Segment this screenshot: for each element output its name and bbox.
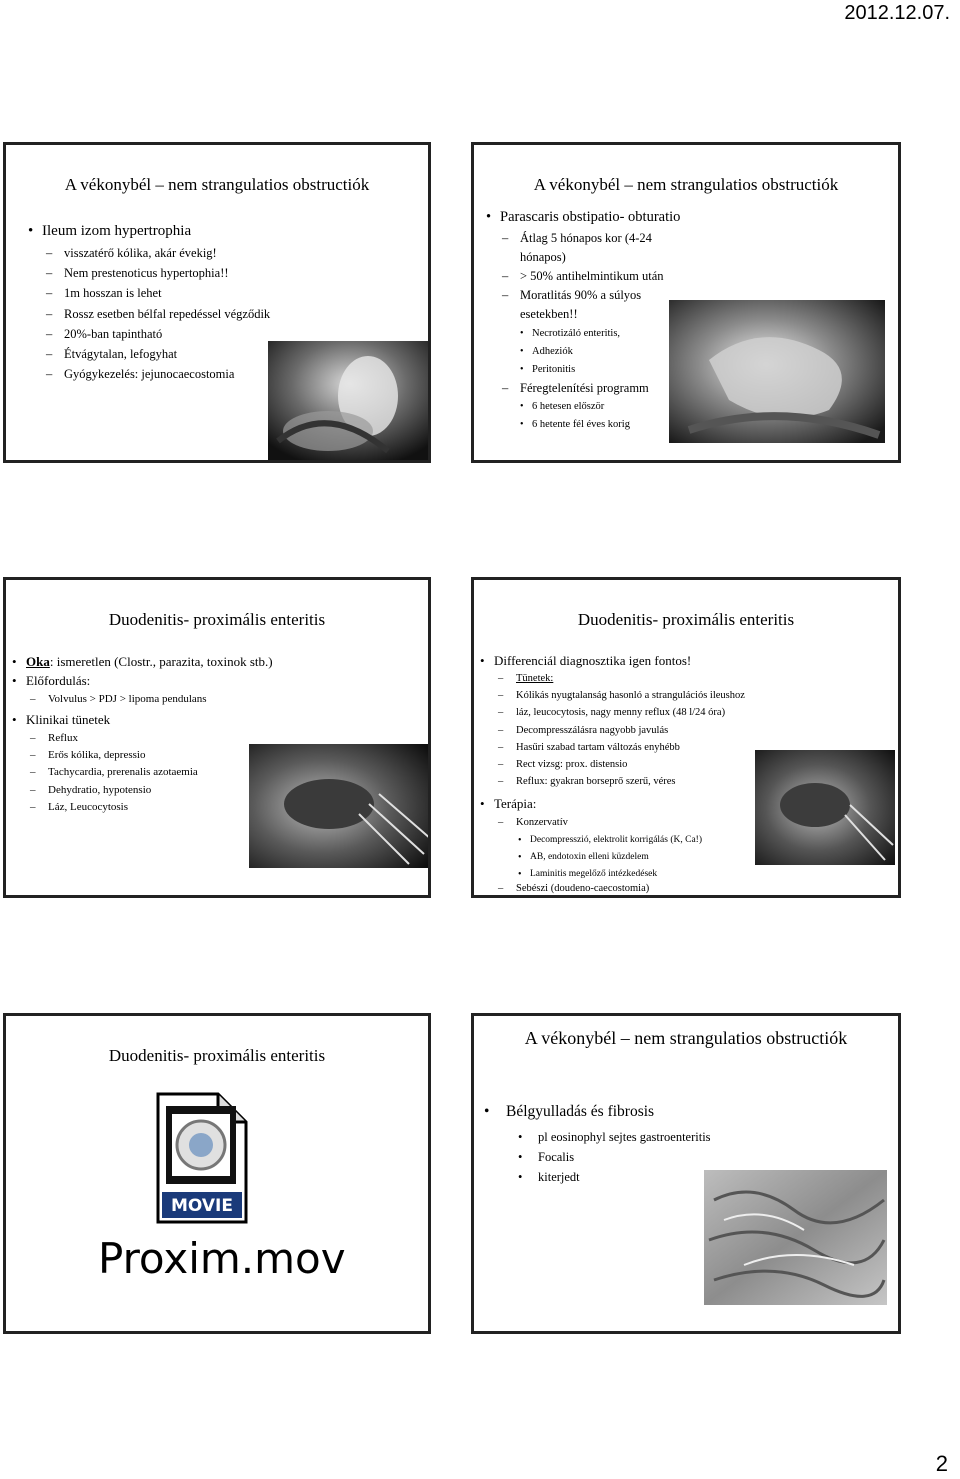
list-item: – Decompresszálásra nagyobb javulás — [494, 722, 745, 739]
list-item: – Nem prestenoticus hypertophia!! — [42, 263, 270, 283]
slide-duodenitis-video — [3, 1013, 431, 1334]
list-item: – > 50% antihelmintikum után — [498, 267, 678, 286]
oka-text: : ismeretlen (Clostr., parazita, toxinok stb.) — [49, 654, 273, 669]
bullet-list — [484, 207, 680, 227]
list-item: – Reflux: gyakran borseprő szerű, véres — [494, 773, 745, 790]
list-item: • Laminitis megelőző intézkedések — [514, 866, 702, 883]
list-item: – Sebészi (doudeno-caecostomia) — [494, 880, 649, 897]
list-item: – 1m hosszan is lehet — [42, 283, 270, 303]
oka-label: Oka — [26, 654, 50, 669]
list-item: – láz, leucocytosis, nagy menny reflux (48 l/24 óra) — [494, 704, 745, 721]
list-item: – Tünetek: — [494, 670, 745, 687]
sub-list — [514, 832, 702, 883]
list-item: – Étvágytalan, lefogyhat — [42, 344, 270, 364]
page-number: 2 — [935, 1451, 948, 1476]
dash-list — [494, 814, 568, 831]
list-item: – Láz, Leucocytosis — [26, 799, 198, 816]
list-item: – Konzervatív — [494, 814, 568, 831]
list-item: – Erős kólika, depressio — [26, 747, 198, 764]
slide-title: Duodenitis- proximális enteritis — [577, 610, 795, 629]
bullet-item: • Előfordulás: — [10, 671, 273, 690]
bullet-item: • Bélgyulladás és fibrosis — [482, 1102, 654, 1122]
movie-filename[interactable]: Proxim.mov — [98, 1234, 346, 1283]
dash-list — [42, 243, 270, 384]
list-item: • Focalis — [516, 1147, 711, 1167]
histology-photo — [704, 1170, 887, 1305]
list-item: – Tachycardia, prerenalis azotaemia — [26, 764, 198, 781]
slide-ileum-hypertrophia — [3, 142, 431, 463]
list-item: – Rossz esetben bélfal repedéssel végződik — [42, 304, 270, 324]
bullet-list — [10, 652, 273, 690]
surgery-photo — [755, 750, 895, 865]
sub-list — [516, 1127, 711, 1187]
list-item: – Átlag 5 hónapos kor (4-24 hónapos) — [498, 229, 678, 267]
bullet-list — [478, 651, 691, 670]
intestine-photo — [268, 341, 431, 463]
list-item: – Féregtelenítési programm — [498, 379, 649, 398]
bullet-item: • Ileum izom hypertrophia — [26, 221, 191, 241]
list-item: • AB, endotoxin elleni küzdelem — [514, 849, 702, 866]
bullet-list — [478, 794, 536, 813]
bullet-list — [26, 221, 191, 241]
bullet-item: • Differenciál diagnosztika igen fontos! — [478, 651, 691, 670]
dash-list — [498, 379, 649, 398]
surgery-photo — [249, 744, 431, 868]
slide-parascaris — [471, 142, 901, 463]
movie-file-icon[interactable] — [156, 1092, 248, 1224]
bullet-item: • Terápia: — [478, 794, 536, 813]
list-item: – Moratlitás 90% a súlyos esetekben!! — [498, 286, 670, 324]
list-item: • Decompresszió, elektrolit korrigálás (K, Ca!) — [514, 832, 702, 849]
slide-title: A vékonybél – nem strangulatios obstructiók — [533, 175, 839, 194]
list-item: • kiterjedt — [516, 1167, 711, 1187]
list-item: • Necrotizáló enteritis, — [516, 325, 620, 343]
list-item: – Dehydratio, hypotensio — [26, 782, 198, 799]
slide-duodenitis-2 — [471, 577, 901, 898]
list-item: – Hasűri szabad tartam változás enyhébb — [494, 739, 745, 756]
list-item: • Adheziók — [516, 343, 620, 361]
list-item: • 6 hetente fél éves korig — [516, 416, 630, 434]
list-item: – Kólikás nyugtalanság hasonló a strangulációs ileushoz — [494, 687, 745, 704]
movie-label: MOVIE — [170, 1196, 234, 1216]
dash-list — [26, 730, 198, 816]
list-item: – Reflux — [26, 730, 198, 747]
dash-list — [494, 880, 649, 897]
dash-list — [26, 691, 207, 708]
slide-fibrosis — [471, 1013, 901, 1334]
parascaris-photo — [669, 300, 885, 443]
sub-list — [516, 325, 620, 379]
dash-list — [494, 670, 745, 790]
slide-title: Duodenitis- proximális enteritis — [108, 1046, 326, 1065]
sub-list — [516, 398, 630, 434]
list-item: • pl eosinophyl sejtes gastroenteritis — [516, 1127, 711, 1147]
list-item: – Rect vizsg: prox. distensio — [494, 756, 745, 773]
list-item: – Volvulus > PDJ > lipoma pendulans — [26, 691, 207, 708]
list-item: – Gyógykezelés: jejunocaecostomia — [42, 364, 270, 384]
bullet-item: • Klinikai tünetek — [10, 710, 110, 729]
bullet-item — [10, 652, 273, 671]
slide-title: A vékonybél – nem strangulatios obstructiók — [64, 175, 370, 194]
list-item: • Peritonitis — [516, 361, 620, 379]
bullet-item: • Parascaris obstipatio- obturatio — [484, 207, 680, 227]
list-item: – visszatérő kólika, akár évekig! — [42, 243, 270, 263]
slide-title: A vékonybél – nem strangulatios obstructiók — [524, 1028, 848, 1048]
list-item: • 6 hetesen először — [516, 398, 630, 416]
bullet-list — [482, 1102, 654, 1122]
list-item: – 20%-ban tapintható — [42, 324, 270, 344]
slide-title: Duodenitis- proximális enteritis — [108, 610, 326, 629]
dash-list — [498, 229, 678, 324]
header-date: 2012.12.07. — [844, 2, 950, 24]
slide-duodenitis-1 — [3, 577, 431, 898]
bullet-list — [10, 710, 110, 729]
